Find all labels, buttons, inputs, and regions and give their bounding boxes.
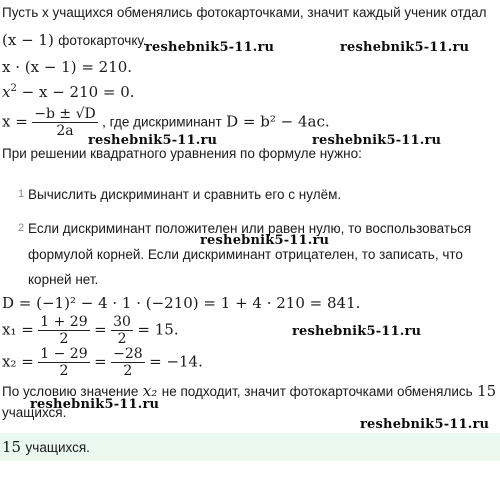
x1-f1-num: 1 + 29 — [40, 314, 88, 330]
conclusion-value: 15 — [477, 382, 497, 400]
x1-fraction-2 — [111, 314, 133, 347]
x1-f2-den: 2 — [117, 331, 127, 347]
x1-line: x₁ = $\frac{1 + 29}{2}$ = $\frac{30}{2}$ = 15. — [2, 314, 179, 347]
x2-fraction-1 — [38, 346, 89, 379]
equation-2: $x^2 - x - 210 = 0$. — [2, 83, 135, 101]
x2-lhs: x₂ = — [2, 352, 34, 371]
answer-text: учащихся. — [25, 440, 90, 455]
watermark: reshebnik5-11.ru — [292, 324, 422, 339]
equation-1: x · (x − 1) = 210. — [2, 58, 133, 76]
x2-f2-num: −28 — [113, 346, 143, 362]
x2-result: = −14. — [149, 352, 203, 371]
x2-line: x₂ = $\frac{1 - 29}{2}$ = $\frac{-28}{2}$ = −14. — [2, 346, 203, 379]
x2-f1-num: 1 − 29 — [40, 346, 88, 362]
eq3-denominator: 2a — [56, 123, 74, 139]
intro-math: (x − 1) — [2, 31, 54, 49]
x1-result: = 15. — [137, 320, 179, 339]
intro-line-2 — [2, 30, 147, 50]
intro-text: фотокарточку. — [58, 33, 147, 48]
conclusion-x2: x₂ — [142, 382, 158, 400]
step-2-number: 2 — [18, 222, 25, 234]
conclusion-text-b: не подходит, значит фотокарточками обменялись — [161, 384, 473, 399]
conclusion-text-a: По условию значение — [2, 384, 139, 399]
x1-fraction-1 — [38, 314, 89, 347]
watermark: reshebnik5-11.ru — [145, 40, 275, 55]
conclusion-line-2: учащихся. — [2, 405, 67, 420]
answer-value: 15 — [2, 438, 22, 456]
answer-line — [2, 437, 90, 457]
watermark: reshebnik5-11.ru — [340, 40, 470, 55]
eq3-numerator: −b ± √D — [34, 106, 96, 122]
x2-fraction-2 — [111, 346, 145, 379]
step-1-text: Вычислить дискриминант и сравнить его с нулём. — [28, 187, 342, 202]
watermark: reshebnik5-11.ru — [30, 397, 160, 412]
watermark: reshebnik5-11.ru — [200, 233, 330, 248]
eq3-rhs: D = b² − 4ac. — [226, 112, 330, 131]
watermark: reshebnik5-11.ru — [312, 133, 442, 148]
x2-f2-den: 2 — [123, 363, 133, 379]
x2-f1-den: 2 — [59, 363, 69, 379]
step-2-line-1: Если дискриминант положителен или равен нулю, то воспользоваться — [28, 221, 472, 236]
eq3-text: , где дискриминант — [102, 114, 222, 130]
discriminant-line: D = (−1)² − 4 · 1 · (−210) = 1 + 4 · 210 = 841. — [2, 294, 361, 312]
method-intro: При решении квадратного уравнения по формуле нужно: — [2, 146, 362, 161]
x1-lhs: x₁ = — [2, 320, 34, 339]
x1-f1-den: 2 — [59, 331, 69, 347]
intro-line-1: Пусть x учащихся обменялись фотокарточками, значит каждый ученик отдал — [2, 5, 487, 20]
eq3-lhs: x = — [2, 112, 28, 131]
x1-f2-num: 30 — [113, 314, 131, 330]
step-2-line-3: корней нет. — [28, 272, 99, 287]
watermark: reshebnik5-11.ru — [88, 133, 218, 148]
step-2-line-2: формулой корней. Если дискриминант отрицателен, то записать, что — [28, 247, 463, 262]
watermark: reshebnik5-11.ru — [360, 417, 490, 432]
step-1-number: 1 — [18, 188, 25, 200]
